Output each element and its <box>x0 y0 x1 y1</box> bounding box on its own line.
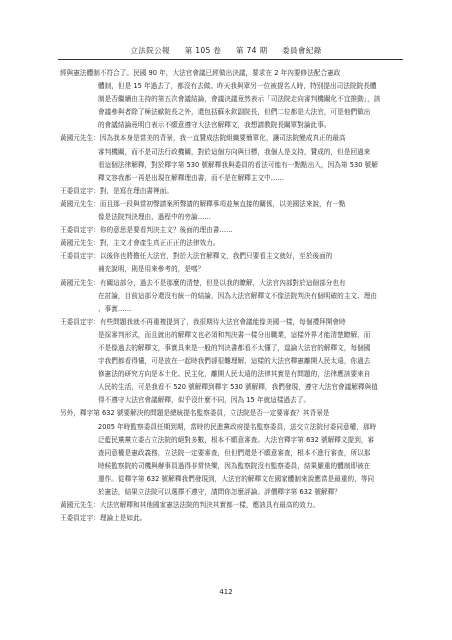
issue-label: 第 74 期 <box>235 46 268 55</box>
transcript-line: 審判機關，而不是司法行政機關，對於這個方向與目標，我個人是支持，贊成的，但是回過來 <box>98 147 371 156</box>
transcript-line: 2005 年時監察委員任期到期，當時的民進黨政府提名監察委員，送交立法院付委同意權，那時 <box>98 422 377 431</box>
transcript-line: 宇我們都看得懂，可是放在一起時我們卻很難理解，這樣的大法官釋憲離開人民太遠，你過去 <box>98 357 371 366</box>
transcript-line: 制是否繼續由主持的第五次會議結論，會議決議竟然表示「司法院走向審判機關化不宜推動」，該 <box>98 95 381 104</box>
transcript-line: 於憲法，結果立法院可以選擇不遵守，請問你怎麼評論、評價釋字第 632 號解釋？ <box>98 488 341 496</box>
transcript-line: 體制，但是 15 年過去了，都沒有去做。昨天我與眾另一位被提名人時，特別提出司法院院長體 <box>98 82 377 91</box>
page-number: 412 <box>219 588 233 596</box>
section-label: 委員會紀錄 <box>282 46 322 55</box>
transcript-paragraph <box>60 407 404 499</box>
transcript-line: 是採審判形式，而且就出的解釋文也必須和判決書一樣分出職業，這樣外界才能清楚瞭解，而 <box>98 330 371 339</box>
transcript-line: 經與憲法體制不符合了。民國 90 年，大法官會議已經做出決議，要求在 2 年內要修法配合憲政 <box>60 69 341 77</box>
publication-title: 立法院公報 <box>130 46 170 55</box>
transcript-line: 王委員定宇：以後你也將擔任大法官，對於大法官解釋文，我們只要看主文就好，至於後面的 <box>60 252 333 261</box>
transcript-line: 黃國元先生：因為我本身是當美的背景，我一直贊成法院組織要簡單化，讓司法院變成真正的最高 <box>60 134 346 143</box>
volume-label: 第 105 卷 <box>184 46 222 55</box>
transcript-paragraph <box>60 198 404 224</box>
publication-header <box>0 45 452 56</box>
header-divider <box>58 59 403 60</box>
transcript-line: 王委員定宇：你的意思是要看判決主文？後面的理由書…… <box>60 226 233 235</box>
transcript-line: 看這個法律解釋，對於釋字第 530 號解釋我與委員的看法可能有一點點出入，因為第 530 號解 <box>98 160 378 169</box>
transcript-line: 運作。從釋字第 632 號解釋我們發現到，大法官的解釋文在國家體制來說應當是最重的，等同 <box>98 474 375 483</box>
transcript-line: 時候監察院的司機與辦事員過得非常快樂，因為監察院沒有監察委員，結果嚴重的體制即被在 <box>98 461 371 470</box>
transcript-line: 王委員定宇：理論上是如此。 <box>60 514 147 523</box>
transcript-line: 的會議結論竟明白表示不願意遵守大法官解釋文，我想請教院長關單對論此事。 <box>98 121 331 130</box>
transcript-paragraph <box>60 132 404 184</box>
transcript-body <box>60 67 404 525</box>
transcript-line: 泛藍民黨黨立委占立法院的絕對多數，根本不願意審查。大法官釋字第 632 號解釋文提到，審 <box>98 435 375 444</box>
transcript-paragraph <box>60 185 404 198</box>
transcript-line: 、事實…… <box>98 304 132 313</box>
transcript-paragraph <box>60 316 404 408</box>
transcript-paragraph <box>60 277 404 316</box>
transcript-line: 黃國元先生：有關這部分，過去不是那麼的清楚，但是以我的瞭解，大法官內部對於這個部分也有 <box>60 278 346 287</box>
transcript-line: 黃國元先生：大法官解釋和其他國家憲法法院的判決其實都一樣，應該具有最高的效力。 <box>60 501 320 510</box>
transcript-line: 在討論，目前這部分還沒有統一的結論，因為大法官解釋文不像法院判決有個明確的主文、理由 <box>98 291 378 300</box>
transcript-paragraph <box>60 237 404 250</box>
transcript-line: 黃國元先生：對，主文才會產生真正正正的法律效力。 <box>60 239 220 248</box>
transcript-paragraph <box>60 512 404 525</box>
transcript-line: 釋文容我都一再是出現在解釋理由書，而不是在解釋主文中…… <box>98 173 285 182</box>
transcript-line: 不是像過去的解釋文，事實具來是一般的判決書都看不太懂了，遑論大法官的解釋文，每個國 <box>98 343 371 352</box>
transcript-line: 修憲法的研究方向是本土化、民主化，離開人民太遠的法律其實是有問題的，法律應該要來自 <box>98 370 371 379</box>
transcript-paragraph <box>60 224 404 237</box>
transcript-line: 王委員定宇：有些問題我就不再重複提到了，我很期待大法官會議能像美國一樣，每個禮拜開會時 <box>60 317 346 326</box>
transcript-line: 另外，釋字第 632 號要解決的問題是總統提名監察委員，立法院是否一定要審查？其背景是 <box>60 409 330 418</box>
transcript-line: 補充說明，則是用來參考的，是嗎？ <box>98 265 205 274</box>
transcript-line: 得不遵守大法官會議解釋，似乎沒什麼不同，因為 15 年就這樣過去了。 <box>98 396 311 405</box>
transcript-paragraph <box>60 250 404 276</box>
transcript-line: 黃國元先生：而且那一段與當初聲請案所聲請的解釋事項並無直接的關係，以美國法來說，有一點 <box>60 199 346 208</box>
transcript-line: 人民的生活，可是我看不 520 號解釋到釋字 530 號解釋，我們發現，遵守大法官會議解釋與值 <box>98 383 378 392</box>
transcript-line: 王委員定宇：對，是寫在理由書裡面。 <box>60 186 173 195</box>
transcript-line: 查同意權是憲政義務，立法院一定要審查，但但們還是不願意審查，根本不進行審查，所以那 <box>98 448 371 457</box>
transcript-paragraph <box>60 499 404 512</box>
transcript-line: 會議參與者除了極法歐院長之外，還包括蘇永欽副院長，但們二位都是大法官，可是他們做出 <box>98 108 371 117</box>
transcript-paragraph <box>60 67 404 132</box>
transcript-line: 像是法院判決理由、過程中的旁論…… <box>98 213 211 222</box>
